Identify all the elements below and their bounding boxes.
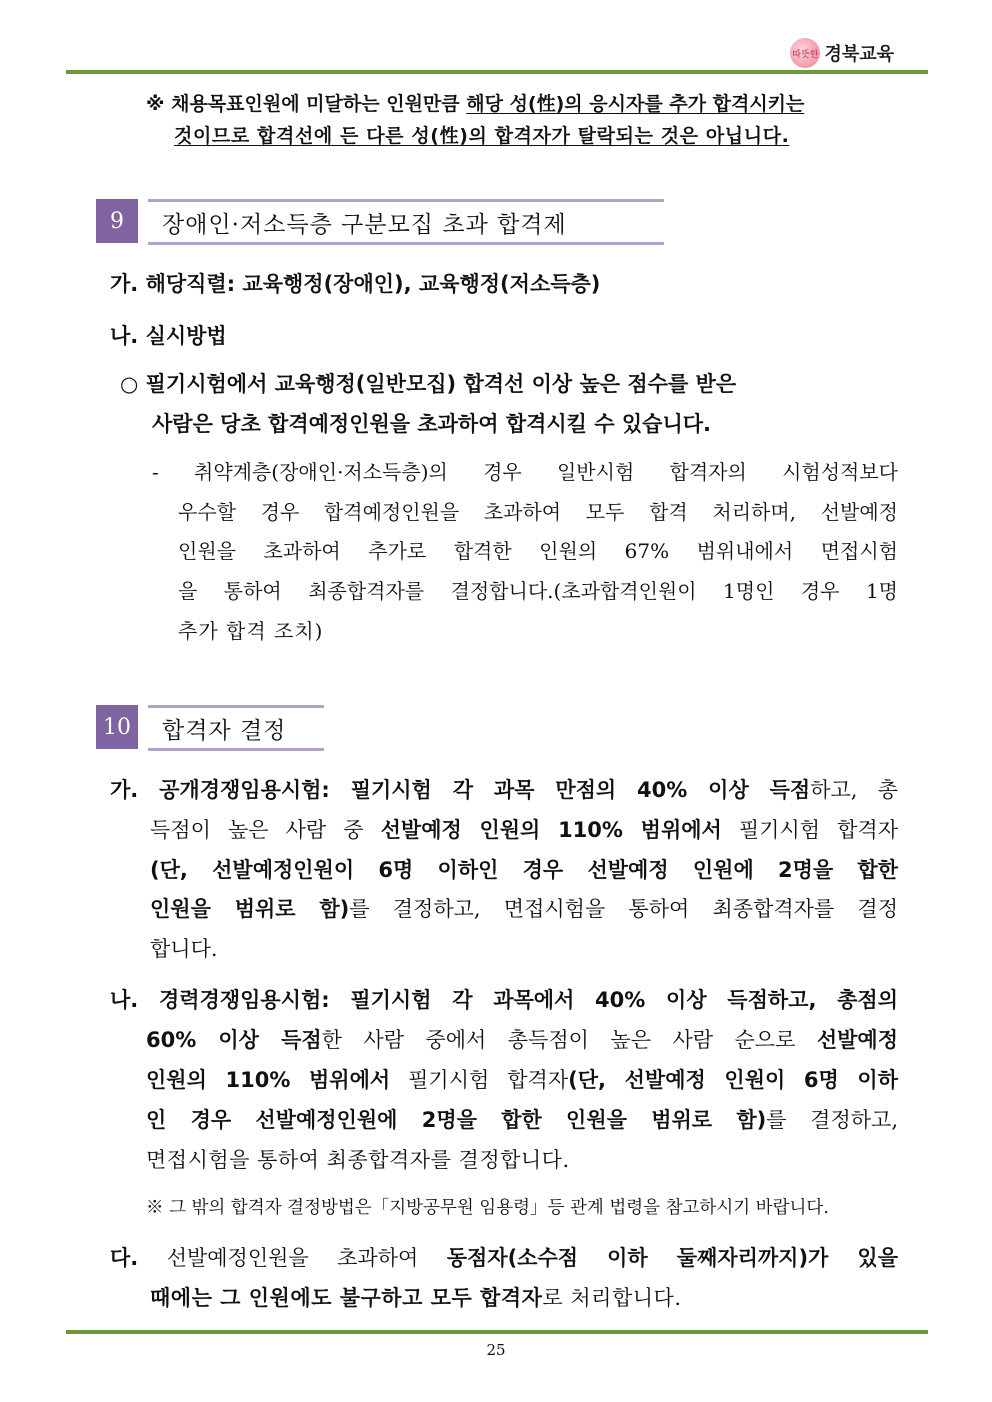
na-l2-plain: 한 사람 중에서 총득점이 높은 사람 순으로 (321, 1028, 817, 1052)
na-l2-bold-b: 선발예정 (816, 1028, 898, 1052)
section-10-number: 10 (96, 705, 138, 749)
header-logo (790, 38, 894, 68)
section-9-ga: 가. 해당직렬: 교육행정(장애인), 교육행정(저소득층) (110, 272, 601, 296)
ga-l2-plain-a: 득점이 높은 사람 중 (150, 818, 381, 842)
section-10-na-line-1: 나. 경력경쟁임용시험: 필기시험 각 과목에서 40% 이상 득점하고, 총점의 (110, 988, 898, 1012)
logo-emblem-icon (790, 38, 820, 68)
section-10-da-line-2 (150, 1284, 682, 1312)
da-l1-bold-b: 동점자(소수점 이하 둘째자리까지)가 있을 (446, 1246, 898, 1270)
logo-text: 경북교육 (824, 44, 894, 65)
section-10-title: 합격자 결정 (148, 705, 324, 751)
section-10-na-line-3 (146, 1066, 898, 1094)
footer-rule (66, 1330, 928, 1334)
section-10-note: ※ 그 밖의 합격자 결정방법은「지방공무원 임용령」등 관계 법령을 참고하시기 바랍니다. (146, 1198, 829, 1218)
da-l2-bold: 때에는 그 인원에도 불구하고 모두 합격자 (150, 1286, 543, 1310)
section-9-bullet-line-1: ○ 필기시험에서 교육행정(일반모집) 합격선 이상 높은 점수를 받은 (120, 372, 737, 396)
top-note-text-a: ※ 채용목표인원에 미달하는 인원만큼 (146, 93, 467, 115)
page-number: 25 (486, 1341, 506, 1359)
section-9-bullet-line-2: 사람은 당초 합격예정인원을 초과하여 합격시킬 수 있습니다. (152, 412, 711, 436)
ga-l4-bold: 인원을 범위로 함) (150, 897, 350, 921)
ga-l1-bold: 가. 공개경쟁임용시험: 필기시험 각 과목 만점의 40% 이상 득점 (110, 778, 811, 802)
da-l1-plain: 선발예정인원을 초과하여 (138, 1246, 447, 1270)
da-l2-plain: 로 처리합니다. (542, 1286, 682, 1310)
da-l1-bold-a: 다. (110, 1246, 139, 1270)
section-10-ga-line-5: 합니다. (150, 937, 218, 961)
ga-l2-bold: 선발예정 인원의 110% 범위에서 (380, 818, 722, 842)
section-9-dash-line-3: 인원을 초과하여 추가로 합격한 인원의 67% 범위내에서 면접시험 (178, 539, 898, 563)
top-note-underlined-a: 해당 성(性)의 응시자를 추가 합격시키는 (466, 93, 805, 115)
ga-l4-plain: 를 결정하고, 면접시험을 통하여 최종합격자를 결정 (349, 897, 898, 921)
top-note-line-1 (146, 90, 898, 118)
logo-small-text: 따뜻한 (792, 49, 819, 60)
ga-l1-plain: 하고, 총 (810, 778, 898, 802)
section-9-na: 나. 실시방법 (110, 324, 227, 348)
na-l4-bold: 인 경우 선발예정인원에 2명을 합한 인원을 범위로 함) (146, 1108, 767, 1132)
section-10-ga-line-4 (150, 895, 898, 923)
section-9-dash-line-5: 추가 합격 조치) (178, 619, 324, 643)
na-l3-plain: 필기시험 합격자 (390, 1068, 569, 1092)
section-10-ga-line-1 (110, 776, 898, 804)
ga-l2-plain-b: 필기시험 합격자 (721, 818, 898, 842)
section-9-dash-line-1: - 취약계층(장애인·저소득층)의 경우 일반시험 합격자의 시험성적보다 (152, 460, 898, 484)
na-l3-bold-b: (단, 선발예정 인원이 6명 이하 (568, 1068, 898, 1092)
section-10-da-line-1 (110, 1244, 898, 1272)
section-10-ga-line-3: (단, 선발예정인원이 6명 이하인 경우 선발예정 인원에 2명을 합한 (150, 858, 898, 882)
section-9-dash-line-2: 우수할 경우 합격예정인원을 초과하여 모두 합격 처리하며, 선발예정 (178, 500, 898, 524)
section-10-ga-line-2 (150, 816, 898, 844)
section-10-na-line-2 (146, 1026, 898, 1054)
na-l2-bold: 60% 이상 득점 (146, 1028, 322, 1052)
top-note-line-2: 것이므로 합격선에 든 다른 성(性)의 합격자가 탈락되는 것은 아닙니다. (174, 125, 790, 147)
section-10-na-line-4 (146, 1106, 898, 1134)
na-l3-bold: 인원의 110% 범위에서 (146, 1068, 391, 1092)
header-rule (66, 70, 928, 74)
section-9-dash-line-4: 을 통하여 최종합격자를 결정합니다.(초과합격인원이 1명인 경우 1명 (178, 579, 898, 603)
section-10-na-line-5: 면접시험을 통하여 최종합격자를 결정합니다. (146, 1148, 570, 1172)
section-9-number: 9 (96, 199, 138, 243)
section-9-title: 장애인·저소득층 구분모집 초과 합격제 (148, 199, 664, 245)
na-l4-plain: 를 결정하고, (766, 1108, 898, 1132)
